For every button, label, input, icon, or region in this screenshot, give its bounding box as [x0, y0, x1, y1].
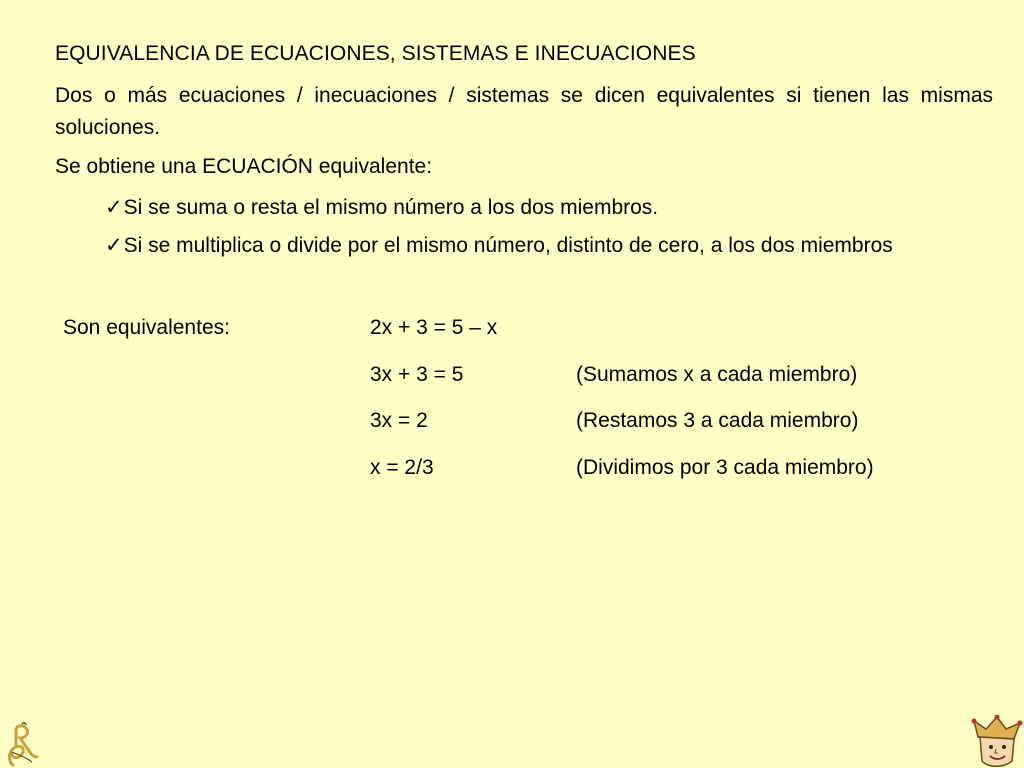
checkmark-icon: ✓ — [105, 196, 123, 219]
intro-paragraph: Dos o más ecuaciones / inecuaciones / sistemas se dicen equivalentes si tienen las mismas soluciones. — [55, 84, 993, 139]
monogram-logo-icon — [2, 722, 42, 768]
equation: 3x + 3 = 5 — [370, 363, 464, 386]
slide-title: EQUIVALENCIA DE ECUACIONES, SISTEMAS E INECUACIONES — [55, 42, 696, 65]
rule-item — [105, 227, 993, 265]
rule-item — [105, 192, 993, 224]
equation: 2x + 3 = 5 – x — [370, 316, 498, 339]
equation-note: (Sumamos x a cada miembro) — [576, 363, 858, 386]
example-label: Son equivalentes: — [63, 316, 230, 339]
equation: x = 2/3 — [370, 456, 434, 479]
equation-note: (Restamos 3 a cada miembro) — [576, 409, 859, 432]
jester-mascot-icon — [970, 715, 1024, 768]
rules-heading: Se obtiene una ECUACIÓN equivalente: — [55, 155, 433, 178]
rule-text: Si se multiplica o divide por el mismo número, distinto de cero, a los dos miembros — [123, 234, 893, 257]
equation-note: (Dividimos por 3 cada miembro) — [576, 456, 874, 479]
equation: 3x = 2 — [370, 409, 428, 432]
checkmark-icon: ✓ — [105, 234, 123, 257]
rule-text: Si se suma o resta el mismo número a los dos miembros. — [123, 196, 659, 219]
